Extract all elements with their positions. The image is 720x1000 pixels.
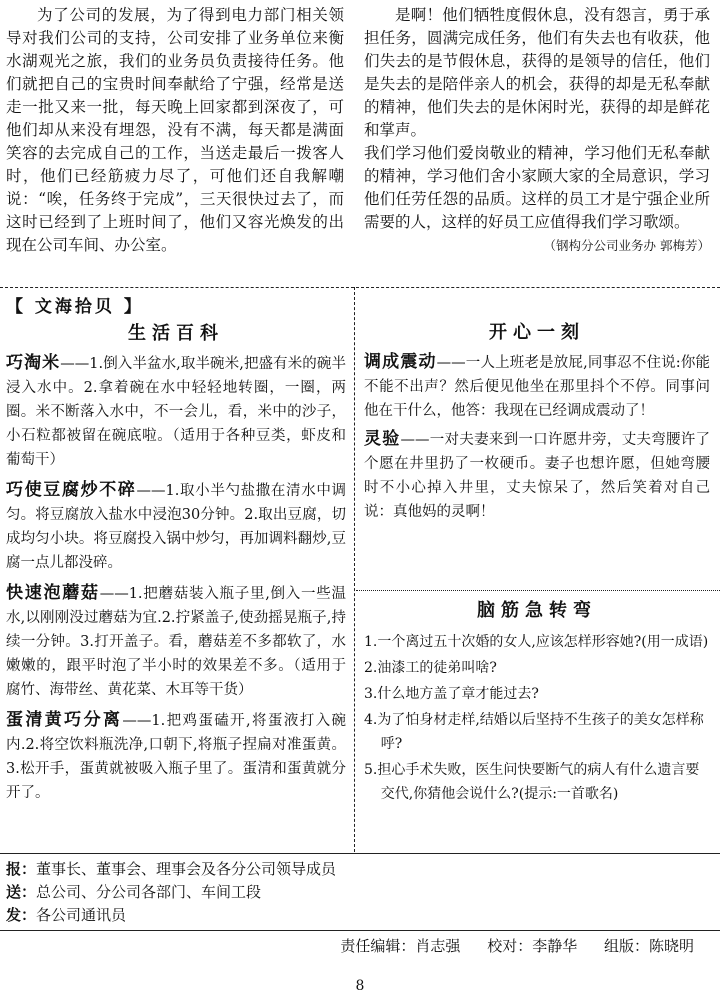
credits-line	[340, 935, 694, 956]
wenhai-section	[6, 292, 346, 805]
send-label: 送：	[6, 883, 37, 901]
credits-top-rule	[0, 930, 720, 931]
tip-dash: ——	[122, 713, 152, 729]
riddle-question: 5.担心手术失败，医生问快要断气的病人有什么遗言要交代,你猜他会说什么?(提示:一首歌名)	[364, 762, 700, 802]
tip-text: 1.把鸡蛋磕开,将蛋液打入碗内.2.将空饮料瓶洗净,口朝下,将瓶子捏扁对准蛋黄。3.松开手，蛋黄就被吸入瓶子里了。蛋清和蛋黄就分开了。	[6, 713, 346, 801]
page-number: 8	[355, 978, 365, 994]
riddle-question: 3.什么地方盖了章才能过去?	[364, 686, 539, 702]
section-subtitle: 生活百科	[128, 323, 224, 344]
section-divider	[356, 590, 720, 591]
tip-item	[6, 581, 346, 702]
issue-text: 各公司通讯员	[36, 906, 127, 924]
issue-label: 发：	[6, 906, 37, 924]
tip-text: 1.倒入半盆水,取半碗米,把盛有米的碗半浸入水中。2.拿着碗在水中轻轻地转圈，一圈，两圈。米不断落入水中，不一会儿，看，米中的沙子，小石粒都被留在碗底啦。（适用于各种豆类，虾皮和葡萄干）	[6, 356, 346, 468]
distribution-top-rule	[0, 853, 720, 854]
proofreader-credit: 校对：李静华	[487, 937, 578, 955]
naojin-section	[364, 596, 710, 808]
tip-item	[6, 351, 346, 472]
riddle-question: 2.油漆工的徒弟叫啥?	[364, 660, 497, 676]
joke-text: 一对夫妻来到一口许愿井旁，丈夫弯腰许了个愿在井里扔了一枚硬币。妻子也想许愿，但她弯腰时不小心掉入井里，丈夫惊呆了，然后笑着对自己说：真他妈的灵啊！	[364, 432, 711, 520]
tip-text: 1.取小半勺盐撒在清水中调匀。将豆腐放入盐水中浸泡30分钟。2.取出豆腐，切成均匀小块。将豆腐投入锅中炒匀，再加调料翻炒,豆腐一点儿都没碎。	[6, 483, 347, 571]
riddle-question: 4.为了怕身材走样,结婚以后坚持不生孩子的美女怎样称呼?	[364, 712, 704, 752]
layout-credit: 组版：陈晓明	[603, 937, 694, 955]
distribution-send	[6, 881, 706, 904]
distribution-issue	[6, 904, 706, 927]
column-divider	[354, 287, 355, 852]
tip-title: 蛋清黄巧分离	[6, 710, 123, 730]
riddle-list	[364, 630, 710, 806]
report-text: 董事长、董事会、理事会及各分公司领导成员	[36, 860, 337, 878]
editor-credit: 责任编辑：肖志强	[340, 937, 461, 955]
tip-dash: ——	[60, 356, 90, 372]
article-signature: （钢构分公司业务办 郭梅芳）	[543, 238, 710, 253]
section-divider	[0, 287, 720, 288]
send-text: 总公司、分公司各部门、车间工段	[36, 883, 262, 901]
tip-title: 快速泡蘑菇	[6, 583, 100, 603]
joke-title: 灵验	[364, 429, 401, 449]
joke-title: 调成震动	[364, 352, 437, 372]
article-paragraph: 为了公司的发展，为了得到电力部门相关领导对我们公司的支持，公司安排了业务单位来衡水湖观光之旅，我们的业务员负责接待任务。他们就把自己的宝贵时间奉献给了宁强，经常是送走一批又来一批，每天晚上回家都到深夜了，可他们却从来没有埋怨，没有不满，每天都是满面笑容的去完成自己的工作，当送走最后一拨客人时，他们已经筋疲力尽了，可他们还自我解嘲说：“唉，任务终于完成”，三天很快过去了，而这时已经到了上班时间了，他们又容光焕发的出现在公司车间、办公室。	[6, 6, 344, 254]
joke-dash: ——	[400, 432, 430, 448]
tip-item	[6, 708, 346, 805]
tip-dash: ——	[136, 483, 166, 499]
tip-title: 巧使豆腐炒不碎	[6, 480, 137, 500]
section-title: 脑筋急转弯	[477, 600, 597, 621]
joke-dash: ——	[436, 355, 466, 371]
tip-dash: ——	[99, 586, 129, 602]
tip-text: 1.把蘑菇装入瓶子里,倒入一些温水,以刚刚没过蘑菇为宜.2.拧紧盖子,使劲摇晃瓶子,持续一分钟。3.打开盖子。看，蘑菇差不多都软了，水嫩嫩的，跟平时泡了半小时的效果差不多。（适用于腐竹、海带丝、黄花菜、木耳等干货）	[6, 586, 346, 698]
article-left-column	[6, 4, 344, 257]
article-right-column	[364, 4, 710, 254]
joke-item	[364, 350, 710, 423]
article-paragraph: 我们学习他们爱岗敬业的精神，学习他们无私奉献的精神，学习他们舍小家顾大家的全局意识，学习他们任劳任怨的品质。这样的员工才是宁强企业所需要的人，这样的好员工应值得我们学习歌颂。	[364, 144, 710, 231]
riddle-question: 1.一个离过五十次婚的女人,应该怎样形容她?(用一成语)	[364, 634, 709, 650]
joke-item	[364, 427, 710, 524]
section-title: 开心一刻	[489, 322, 585, 343]
tip-title: 巧淘米	[6, 353, 61, 373]
joke-text: 一人上班老是放屁,同事忍不住说:你能不能不出声？然后便见他坐在那里抖个不停。同事问他在干什么，他答：我现在已经调成震动了！	[364, 355, 710, 419]
distribution-list	[6, 858, 706, 927]
distribution-report	[6, 858, 706, 881]
article-paragraph: 是啊！他们牺牲度假休息，没有怨言，勇于承担任务，圆满完成任务，他们有失去也有收获，他们失去的是节假休息，获得的是领导的信任，他们是失去的是陪伴亲人的机会，获得的却是无私奉献的精神，他们失去的是休闲时光，获得的却是鲜花和掌声。	[364, 6, 710, 139]
kaixin-section	[364, 318, 710, 524]
report-label: 报：	[6, 860, 37, 878]
section-title: 【 文海拾贝 】	[6, 297, 144, 317]
tip-item	[6, 478, 346, 575]
